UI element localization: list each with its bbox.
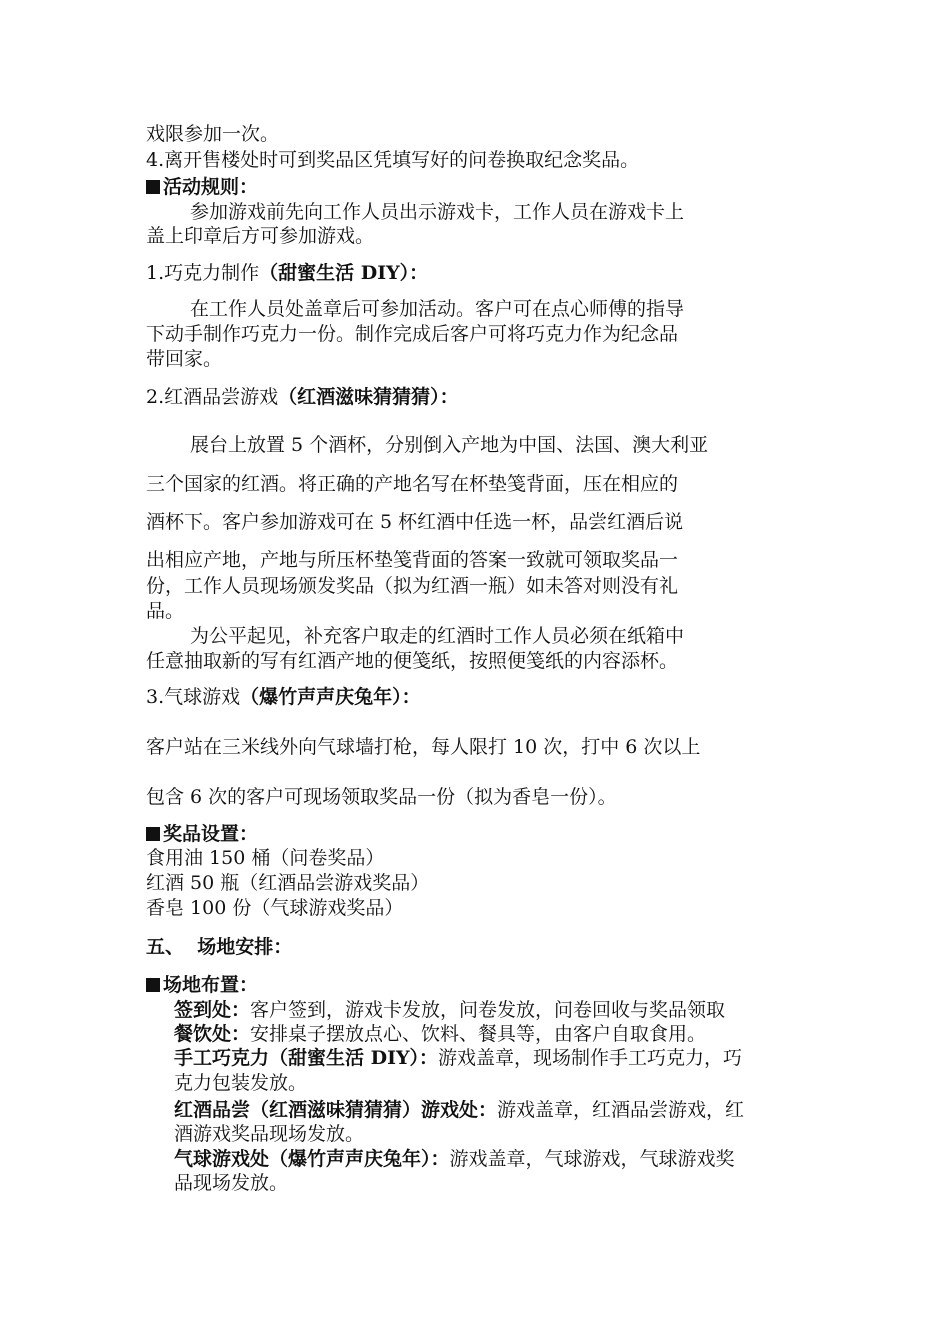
text-line: 三个国家的红酒。将正确的产地名写在杯垫笺背面，压在相应的 [146,473,679,495]
venue-checkin: 签到处：客户签到，游戏卡发放，问卷发放，问卷回收与奖品领取 [174,999,726,1021]
square-bullet-icon [146,978,160,992]
rules-heading: 活动规则： [146,175,258,199]
game2-title: 2.红酒品尝游戏（红酒滋味猜猜猜）： [146,386,459,408]
text-line: 任意抽取新的写有红酒产地的便笺纸，按照便笺纸的内容添杯。 [146,650,679,672]
text-line: 品现场发放。 [174,1172,289,1194]
text-line: 下动手制作巧克力一份。制作完成后客户可将巧克力作为纪念品 [146,323,679,345]
text-line: 展台上放置 5 个酒杯，分别倒入产地为中国、法国、澳大利亚 [190,434,709,456]
venue-dining: 餐饮处：安排桌子摆放点心、饮料、餐具等，由客户自取食用。 [174,1023,707,1045]
game3-title: 3.气球游戏（爆竹声声庆兔年）： [146,686,421,708]
square-bullet-icon [146,827,160,841]
text-line: 酒游戏奖品现场发放。 [174,1123,365,1145]
prize-item: 红酒 50 瓶（红酒品尝游戏奖品） [146,872,430,894]
text-line: 带回家。 [146,348,223,370]
text-line: 份，工作人员现场颁发奖品（拟为红酒一瓶）如未答对则没有礼 [146,575,679,597]
venue-heading: 场地布置： [146,973,258,997]
text-line: 酒杯下。客户参加游戏可在 5 杯红酒中任选一杯，品尝红酒后说 [146,511,684,533]
square-bullet-icon [146,180,160,194]
prize-item: 香皂 100 份（气球游戏奖品） [146,897,404,919]
prize-item: 食用油 150 桶（问卷奖品） [146,847,385,869]
text-line: 盖上印章后方可参加游戏。 [146,225,375,247]
game1-title: 1.巧克力制作（甜蜜生活 DIY）： [146,262,429,284]
text-line: 包含 6 次的客户可现场领取奖品一份（拟为香皂一份）。 [146,786,617,808]
text-line: 出相应产地，产地与所压杯垫笺背面的答案一致就可领取奖品一 [146,549,679,571]
venue-wine: 红酒品尝（红酒滋味猜猜猜）游戏处：游戏盖章，红酒品尝游戏，红 [174,1099,745,1121]
text-line: 在工作人员处盖章后可参加活动。客户可在点心师傅的指导 [190,298,685,320]
text-line: 戏限参加一次。 [146,123,280,145]
text-line: 客户站在三米线外向气球墙打枪，每人限打 10 次，打中 6 次以上 [146,736,701,758]
venue-chocolate: 手工巧克力（甜蜜生活 DIY）：游戏盖章，现场制作手工巧克力，巧 [174,1047,743,1069]
text-line: 4.离开售楼处时可到奖品区凭填写好的问卷换取纪念奖品。 [146,149,640,171]
prizes-heading: 奖品设置： [146,822,258,846]
text-line: 克力包装发放。 [174,1072,308,1094]
text-line: 品。 [146,600,185,622]
text-line: 参加游戏前先向工作人员出示游戏卡，工作人员在游戏卡上 [190,201,685,223]
text-line: 为公平起见，补充客户取走的红酒时工作人员必须在纸箱中 [190,625,685,647]
venue-balloon: 气球游戏处（爆竹声声庆兔年）：游戏盖章，气球游戏，气球游戏奖 [174,1148,735,1170]
section-heading: 五、 场地安排： [146,936,293,958]
